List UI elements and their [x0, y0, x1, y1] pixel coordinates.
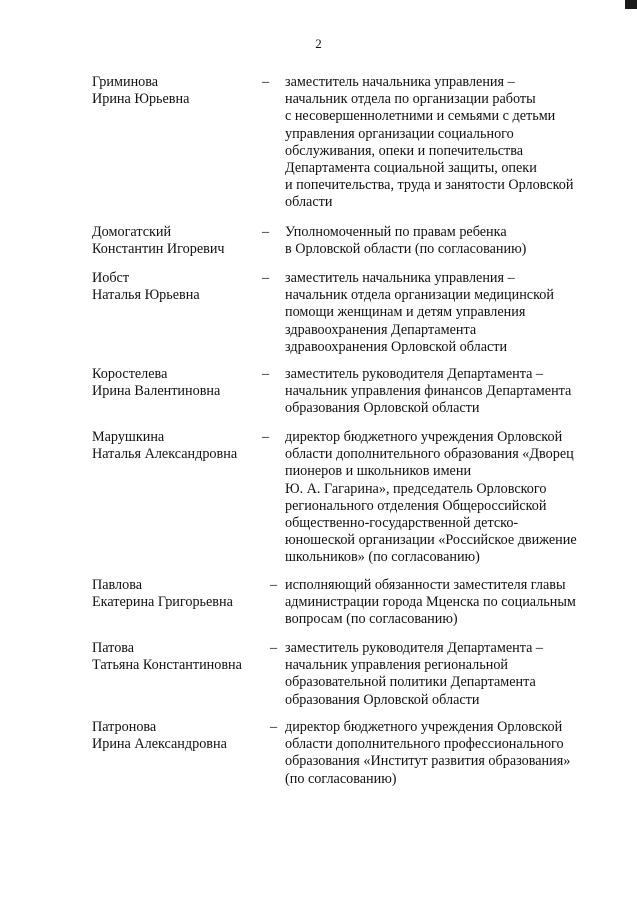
position-line: образования Орловской области [285, 691, 480, 708]
position-line: заместитель руководителя Департамента – [285, 366, 544, 382]
dash-separator: – [262, 270, 270, 286]
position-line: пионеров и школьников имени [285, 463, 472, 480]
dash-separator: – [262, 224, 270, 240]
dash-separator: – [270, 640, 278, 656]
member-surname: Гриминова [92, 74, 159, 90]
position-line: общественно-государственной детско- [285, 515, 519, 532]
position-line: юношеской организации «Российское движение [285, 532, 577, 549]
position-line: (по согласованию) [285, 770, 397, 787]
position-line: управления организации социального [285, 125, 514, 142]
position-line: здравоохранения Департамента [285, 321, 477, 338]
member-position [285, 74, 603, 212]
position-line: обслуживания, опеки и попечительства [285, 142, 524, 159]
member-name [92, 640, 252, 674]
position-line: начальник управления финансов Департамента [285, 383, 572, 400]
position-line: заместитель начальника управления – [285, 270, 515, 286]
position-line: и попечительства, труда и занятости Орловской [285, 177, 574, 194]
member-name [92, 719, 252, 753]
member-surname: Марушкина [92, 429, 165, 445]
position-line: заместитель руководителя Департамента – [285, 640, 544, 656]
member-given-names: Константин Игоревич [92, 241, 225, 258]
position-line: директор бюджетного учреждения Орловской [285, 429, 563, 445]
position-line: вопросам (по согласованию) [285, 611, 458, 628]
member-position [285, 429, 603, 567]
dash-separator: – [270, 577, 278, 593]
position-line: образовательной политики Департамента [285, 674, 536, 691]
position-line: с несовершеннолетними и семьями с детьми [285, 108, 556, 125]
scan-corner-mark [625, 0, 637, 9]
member-given-names: Ирина Александровна [92, 736, 227, 753]
member-surname: Патова [92, 640, 135, 656]
member-name [92, 366, 252, 400]
dash-separator: – [262, 366, 270, 382]
member-given-names: Татьяна Константиновна [92, 657, 242, 674]
member-surname: Павлова [92, 577, 143, 593]
position-line: области дополнительного образования «Дворец [285, 446, 574, 463]
position-line: заместитель начальника управления – [285, 74, 515, 90]
member-given-names: Наталья Александровна [92, 446, 238, 463]
dash-separator: – [270, 719, 278, 735]
position-line: образования «Институт развития образования» [285, 753, 571, 770]
position-line: Ю. А. Гагарина», председатель Орловского [285, 480, 547, 497]
member-position [285, 640, 603, 709]
member-surname: Коростелева [92, 366, 168, 382]
member-given-names: Ирина Юрьевна [92, 91, 190, 108]
member-position [285, 577, 603, 629]
member-surname: Иобст [92, 270, 130, 286]
member-position [285, 366, 603, 418]
position-line: директор бюджетного учреждения Орловской [285, 719, 563, 735]
member-position [285, 270, 603, 356]
position-line: здравоохранения Орловской области [285, 338, 508, 355]
position-line: Департамента социальной защиты, опеки [285, 160, 537, 177]
page-number: 2 [315, 36, 322, 51]
member-name [92, 74, 252, 108]
position-line: области дополнительного профессионального [285, 736, 564, 753]
position-line: школьников» (по согласованию) [285, 549, 480, 566]
position-line: начальник управления региональной [285, 657, 509, 674]
member-position [285, 719, 603, 788]
position-line: администрации города Мценска по социальным [285, 594, 576, 611]
member-given-names: Екатерина Григорьевна [92, 594, 233, 611]
member-name [92, 429, 252, 463]
member-surname: Домогатский [92, 224, 172, 240]
member-name [92, 270, 252, 304]
member-given-names: Ирина Валентиновна [92, 383, 221, 400]
position-line: начальник отдела организации медицинской [285, 287, 554, 304]
position-line: регионального отделения Общероссийской [285, 497, 547, 514]
member-given-names: Наталья Юрьевна [92, 287, 200, 304]
dash-separator: – [262, 429, 270, 445]
position-line: Уполномоченный по правам ребенка [285, 224, 507, 240]
position-line: помощи женщинам и детям управления [285, 304, 526, 321]
member-name [92, 224, 252, 258]
member-name [92, 577, 252, 611]
position-line: исполняющий обязанности заместителя главы [285, 577, 566, 593]
position-line: образования Орловской области [285, 400, 480, 417]
member-surname: Патронова [92, 719, 157, 735]
position-line: области [285, 194, 333, 211]
member-position [285, 224, 603, 258]
position-line: в Орловской области (по согласованию) [285, 241, 527, 258]
position-line: начальник отдела по организации работы [285, 91, 536, 108]
dash-separator: – [262, 74, 270, 90]
